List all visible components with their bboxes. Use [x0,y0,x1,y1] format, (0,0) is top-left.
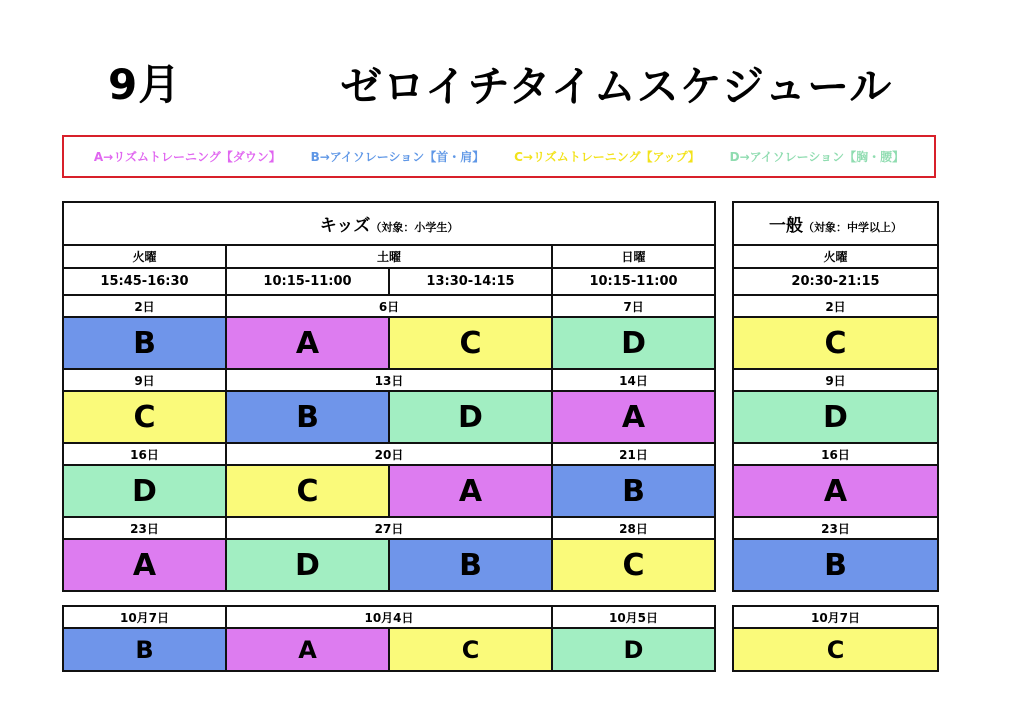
date-cell: 10月4日 [226,606,552,628]
class-cell: C [552,539,715,591]
day-tuesday: 火曜 [63,245,226,268]
time-saturday-2: 13:30-14:15 [389,268,552,295]
class-cell: A [552,391,715,443]
general-time: 20:30-21:15 [733,268,938,295]
date-cell: 16日 [733,443,938,465]
date-cell: 9日 [733,369,938,391]
class-cell: D [733,391,938,443]
class-cell: D [226,539,389,591]
class-cell: A [63,539,226,591]
day-saturday: 土曜 [226,245,552,268]
general-schedule-table [732,201,939,592]
date-cell: 2日 [63,295,226,317]
date-cell: 21日 [552,443,715,465]
date-cell: 16日 [63,443,226,465]
general-october-table [732,605,939,672]
legend-item-a: A→リズムトレーニング【ダウン】 [93,150,281,164]
date-cell: 27日 [226,517,552,539]
kids-october-table [62,605,716,672]
class-cell: B [733,539,938,591]
class-cell: C [63,391,226,443]
day-sunday: 日曜 [552,245,715,268]
time-saturday-1: 10:15-11:00 [226,268,389,295]
date-cell: 6日 [226,295,552,317]
class-cell: D [552,628,715,671]
general-header [733,202,938,245]
date-cell: 9日 [63,369,226,391]
class-cell: D [552,317,715,369]
class-cell: C [389,628,552,671]
class-cell: C [226,465,389,517]
time-tuesday: 15:45-16:30 [63,268,226,295]
class-cell: B [63,628,226,671]
date-cell: 2日 [733,295,938,317]
kids-header [63,202,715,245]
time-sunday: 10:15-11:00 [552,268,715,295]
class-legend [62,135,936,178]
date-cell: 23日 [733,517,938,539]
general-header-note: （対象：中学以上） [803,221,902,234]
class-cell: B [552,465,715,517]
date-cell: 10月5日 [552,606,715,628]
class-cell: B [63,317,226,369]
date-cell: 10月7日 [733,606,938,628]
class-cell: B [389,539,552,591]
date-cell: 23日 [63,517,226,539]
date-cell: 7日 [552,295,715,317]
class-cell: A [389,465,552,517]
general-day: 火曜 [733,245,938,268]
date-cell: 20日 [226,443,552,465]
kids-header-note: （対象：小学生） [370,221,459,234]
class-cell: A [733,465,938,517]
date-cell: 13日 [226,369,552,391]
kids-header-label: キッズ [319,216,371,236]
legend-item-b: B→アイソレーション【首・肩】 [310,150,485,164]
general-header-label: 一般 [769,216,803,236]
class-cell: C [733,628,938,671]
class-cell: B [226,391,389,443]
date-cell: 10月7日 [63,606,226,628]
class-cell: D [389,391,552,443]
date-cell: 28日 [552,517,715,539]
class-cell: A [226,317,389,369]
date-cell: 14日 [552,369,715,391]
class-cell: C [389,317,552,369]
class-cell: A [226,628,389,671]
page-title: ゼロイチタイムスケジュール [340,62,893,111]
class-cell: C [733,317,938,369]
legend-item-c: C→リズムトレーニング【アップ】 [514,150,700,164]
legend-item-d: D→アイソレーション【胸・腰】 [729,150,905,164]
month-label: 9月 [108,60,182,109]
class-cell: D [63,465,226,517]
kids-schedule-table [62,201,716,592]
